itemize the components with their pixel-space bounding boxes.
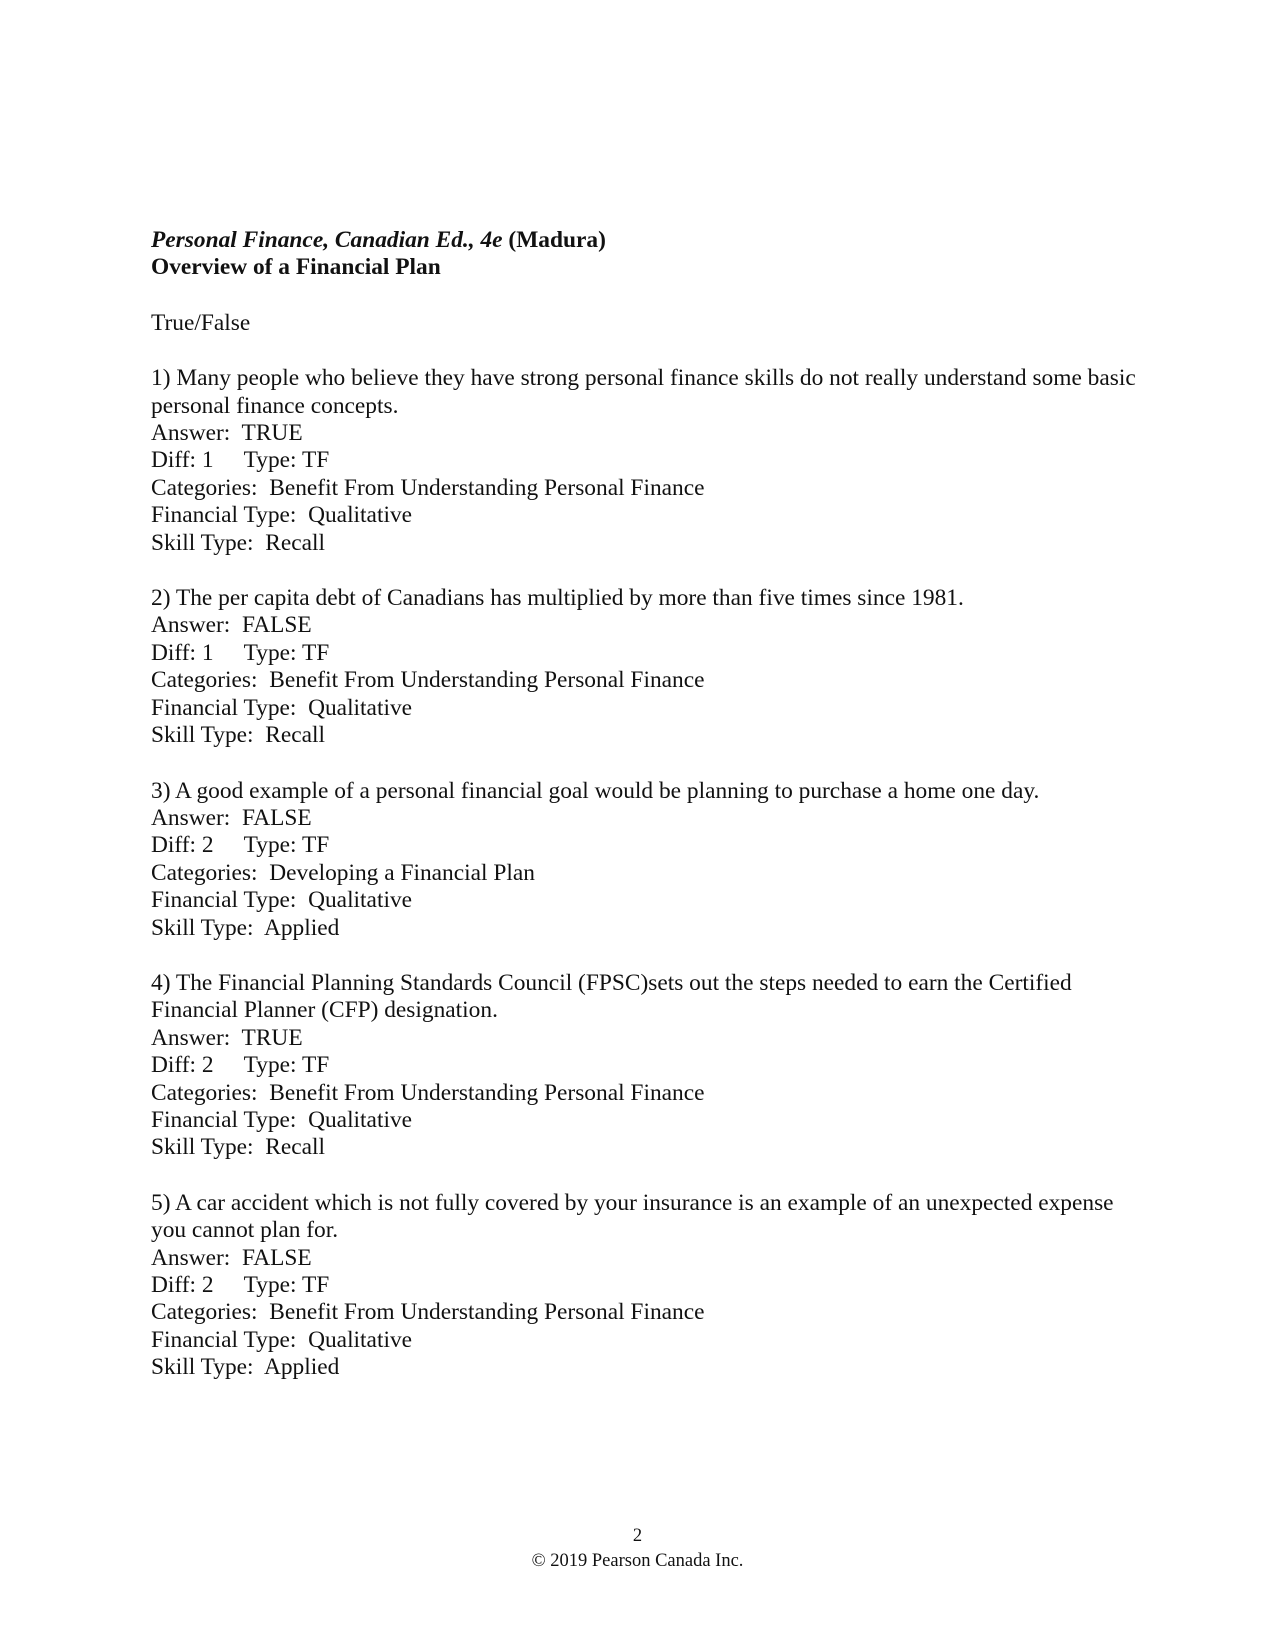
skill-type-label: Skill Type:	[151, 1134, 266, 1161]
categories-line	[151, 475, 1151, 502]
categories-value: Benefit From Understanding Personal Finance	[269, 1079, 705, 1106]
question-text: 2) The per capita debt of Canadians has multiplied by more than five times since 1981.	[151, 585, 964, 612]
type-value: TF	[301, 832, 330, 859]
skill-type-value: Recall	[265, 1134, 325, 1161]
page-number: 2	[632, 1526, 643, 1546]
financial-type-label: Financial Type:	[151, 694, 309, 721]
answer-line	[151, 805, 1151, 832]
categories-value: Benefit From Understanding Personal Finance	[269, 667, 705, 694]
categories-label: Categories:	[151, 1299, 270, 1326]
financial-type-line	[151, 502, 1151, 529]
question-text: 1) Many people who believe they have strong personal finance skills do not really understand some basic personal finance concepts.	[151, 365, 1136, 419]
financial-type-label: Financial Type:	[151, 502, 309, 529]
diff-label: Diff:	[151, 447, 202, 474]
type-field	[244, 1272, 330, 1299]
answer-label: Answer:	[151, 420, 242, 447]
financial-type-value: Qualitative	[308, 694, 413, 721]
financial-type-label: Financial Type:	[151, 1106, 309, 1133]
type-label: Type:	[243, 1052, 302, 1079]
answer-value: FALSE	[241, 612, 312, 639]
diff-value: 1	[201, 447, 214, 474]
diff-value: 2	[201, 1272, 214, 1298]
financial-type-line	[151, 1327, 1151, 1354]
skill-type-label: Skill Type:	[151, 914, 264, 941]
skill-type-line	[151, 530, 1151, 557]
type-field	[244, 640, 330, 667]
diff-label: Diff:	[151, 1272, 202, 1298]
categories-label: Categories:	[151, 1079, 270, 1106]
question-item	[151, 1190, 1151, 1382]
skill-type-line	[151, 722, 1151, 749]
answer-label: Answer:	[151, 612, 242, 639]
question-text: 4) The Financial Planning Standards Council (FPSC)sets out the steps needed to earn the Certified Financial Planner (CFP) designation.	[151, 969, 1072, 1024]
answer-value: FALSE	[241, 1244, 312, 1271]
skill-type-label: Skill Type:	[151, 722, 266, 749]
financial-type-label: Financial Type:	[151, 1326, 309, 1353]
question-item	[151, 365, 1151, 557]
diff-line	[151, 640, 1151, 667]
diff-value: 1	[201, 639, 214, 666]
chapter-title: Overview of a Financial Plan	[151, 254, 441, 281]
question-item	[151, 778, 1151, 942]
type-value: TF	[301, 447, 330, 474]
book-header	[151, 227, 1151, 254]
diff-line	[151, 447, 1151, 474]
diff-label: Diff:	[151, 1052, 202, 1079]
skill-type-line	[151, 1134, 1151, 1161]
answer-value: TRUE	[241, 1024, 303, 1051]
type-label: Type:	[243, 447, 302, 474]
type-field	[244, 1052, 330, 1079]
skill-type-value: Recall	[265, 722, 325, 749]
answer-line	[151, 420, 1151, 447]
skill-type-line	[151, 915, 1151, 942]
categories-label: Categories:	[151, 474, 270, 501]
categories-label: Categories:	[151, 667, 270, 694]
type-field	[244, 447, 330, 474]
answer-value: FALSE	[241, 804, 312, 831]
answer-line	[151, 612, 1151, 639]
categories-line	[151, 1080, 1151, 1107]
answer-label: Answer:	[151, 1244, 242, 1271]
skill-type-value: Applied	[263, 914, 340, 941]
diff-line	[151, 832, 1151, 859]
skill-type-label: Skill Type:	[151, 529, 266, 556]
book-author: (Madura)	[508, 227, 606, 253]
categories-line	[151, 667, 1151, 694]
categories-value: Benefit From Understanding Personal Finance	[269, 1299, 705, 1326]
section-label: True/False	[151, 309, 251, 336]
question-text: 3) A good example of a personal financial goal would be planning to purchase a home one day.	[151, 777, 1040, 804]
financial-type-value: Qualitative	[308, 502, 413, 529]
type-value: TF	[301, 1052, 330, 1079]
answer-value: TRUE	[241, 420, 303, 447]
skill-type-value: Recall	[265, 529, 325, 556]
categories-value: Benefit From Understanding Personal Finance	[269, 474, 705, 501]
skill-type-label: Skill Type:	[151, 1354, 264, 1381]
financial-type-value: Qualitative	[308, 887, 413, 914]
financial-type-line	[151, 1107, 1151, 1134]
diff-line	[151, 1272, 1151, 1299]
answer-line	[151, 1245, 1151, 1272]
skill-type-line	[151, 1354, 1151, 1381]
diff-label: Diff:	[151, 639, 202, 666]
financial-type-line	[151, 887, 1151, 914]
page-content	[151, 227, 1151, 1382]
categories-label: Categories:	[151, 859, 270, 886]
categories-line	[151, 860, 1151, 887]
question-text: 5) A car accident which is not fully covered by your insurance is an example of an unexpected expense you cannot plan for.	[151, 1189, 1114, 1244]
answer-label: Answer:	[151, 1024, 242, 1051]
answer-label: Answer:	[151, 804, 242, 831]
answer-line	[151, 1025, 1151, 1052]
copyright-notice: © 2019 Pearson Canada Inc.	[531, 1551, 744, 1571]
diff-line	[151, 1052, 1151, 1079]
financial-type-label: Financial Type:	[151, 887, 309, 914]
diff-label: Diff:	[151, 832, 202, 859]
financial-type-value: Qualitative	[308, 1106, 413, 1133]
categories-line	[151, 1299, 1151, 1326]
type-label: Type:	[243, 832, 302, 859]
diff-value: 2	[201, 832, 214, 859]
question-item	[151, 970, 1151, 1162]
diff-value: 2	[201, 1052, 214, 1079]
skill-type-value: Applied	[263, 1354, 340, 1381]
type-field	[244, 832, 330, 859]
categories-value: Developing a Financial Plan	[269, 859, 535, 886]
financial-type-value: Qualitative	[308, 1326, 413, 1353]
book-title: Personal Finance, Canadian Ed., 4e	[151, 227, 503, 253]
type-value: TF	[301, 1272, 330, 1298]
type-label: Type:	[243, 1272, 302, 1298]
type-value: TF	[301, 639, 330, 666]
financial-type-line	[151, 695, 1151, 722]
type-label: Type:	[243, 639, 302, 666]
question-item	[151, 585, 1151, 749]
